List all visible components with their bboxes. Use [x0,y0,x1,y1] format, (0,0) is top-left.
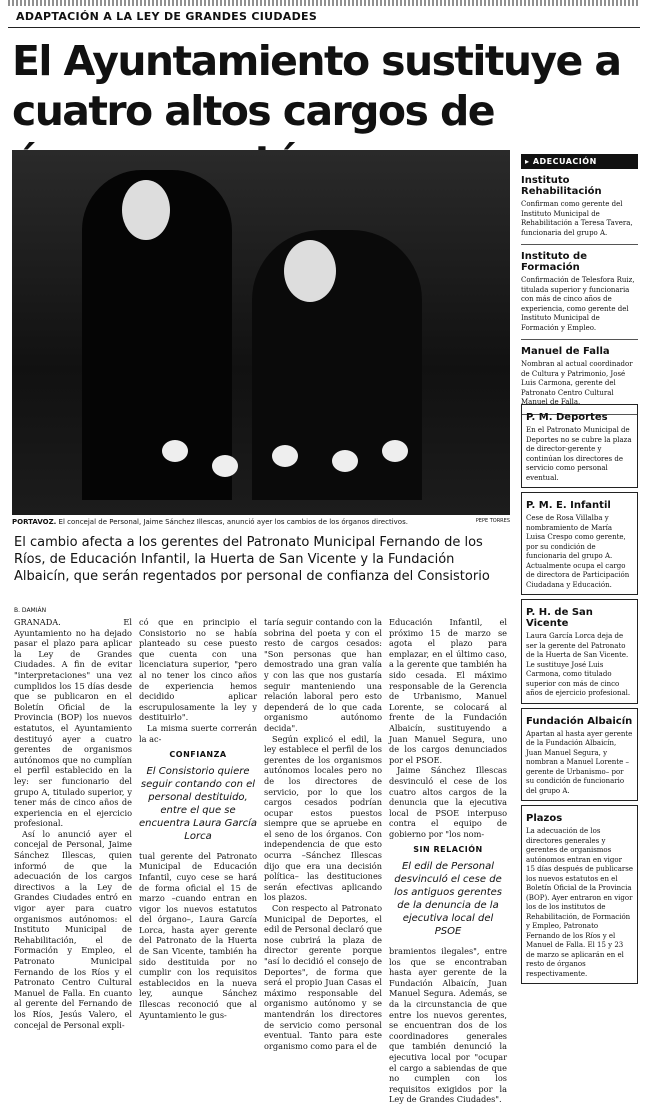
sidebar-box-text: Cese de Rosa Villalba y nombramiento de María Luisa Crespo como gerente, por su condición de funcionaria del grupo A. Actualmente ocupa el cargo de directora de Participación Ciudadana y Educación. [526,514,630,589]
paragraph: bramientos ilegales", entre los que se encontraban hasta ayer gerente de la Fundación Albaicín, Juan Manuel Segura. Además, se da la circunstancia de que entre los nuevos gerentes, se encuentran dos de los coordinadores generales que también denunció la ejecutiva local por "ocupar el cargo a sabiendas de que no cumplen con los requisitos exigidos por la Ley de Grandes Ciudades". [389,946,507,1105]
sidebar-box-text: Apartan al hasta ayer gerente de la Fundación Albaicín, Juan Manuel Segura, y nombran a Manuel Lorente –gerente de Urbanismo– por su condición de funcionario del grupo A. [526,729,633,795]
photo-credit: PEPE TORRES [475,518,510,524]
sidebar-item [521,245,638,340]
headline: El Ayuntamiento sustituye a cuatro altos cargos de [12,37,621,135]
article-column-3 [264,617,382,1051]
paragraph: tual gerente del Patronato Municipal de Educación Infantil, cuyo cese se hará de forma oficial el 15 de marzo –cuando entran en vigor los nuevos estatutos del órgano–, Laura García Lorca, hasta ayer gerente del Patronato de la Huerta de San Vicente, también ha sido destituida por no cumplir con los requisitos establecidos en la nueva ley, aunque Sánchez Illescas reconoció que al Ayuntamiento le gus- [139,850,257,1020]
article-column-4 [389,617,507,1105]
sidebar-tag-label: ADECUACIÓN [532,157,597,166]
sidebar-box-title: Plazos [526,813,563,824]
top-rule [8,0,640,6]
sidebar-box-text: Laura García Lorca deja de ser la gerente del Patronato de la Huerta de San Vicente. Le sustituye José Luis Carmona, como titulado superior con más de cinco años de ejercicio profesional. [526,632,631,697]
paragraph: Educación Infantil, el próximo 15 de marzo se agota el plazo para emplazar, en el último caso, a la gerente que también ha sido cesada. El máximo responsable de la Gerencia de Urbanismo, Manuel Lorente, se colocará al frente de la Fundación Albaicín, sustituyendo a Juan Manuel Segura, uno de los cargos denunciados por el PSOE. [389,617,507,765]
microphone-icon [272,445,298,467]
sidebar-item-title: Manuel de Falla [521,346,610,357]
press-photo [12,150,510,515]
pullquote-title: SIN RELACIÓN [413,845,483,855]
sidebar-item-text: Confirman como gerente del Instituto Municipal de Rehabilitación a Teresa Tavera, funcionaria del grupo A. [521,200,633,237]
sidebar-item-title: Instituto Rehabilitación [521,175,602,197]
sidebar-box [521,708,638,802]
byline: B. DAMIÁN [14,607,47,614]
pullquote-title: CONFIANZA [169,750,227,760]
sidebar-item-text: Nombran al actual coordinador de Cultura y Patrimonio, José Luis Carmona, gerente del Patronato Centro Cultural Manuel de Falla. [521,360,633,406]
pullquote-text: El Consistorio quiere seguir contando con el personal destituido, entre el que se encuentra Laura García Lorca [139,765,258,842]
person-left-head [122,180,170,240]
paragraph: có que en principio el Consistorio no se había planteado su cese puesto que cuenta con una licenciatura superior, "pero al no tener los cinco años de experiencia hemos decidido aplicar escrupulosamente la ley y destituirlo". [139,617,257,723]
section-rubric: ADAPTACIÓN A LA LEY DE GRANDES CIUDADES [16,10,318,23]
sidebar-item-title: Instituto de Formación [521,251,587,273]
paragraph: Así lo anunció ayer el concejal de Personal, Jaime Sánchez Illescas, quien informó de que la adecuación de los cargos directivos a la Ley de Grandes Ciudades entró en vigor ayer para cuatro organismos autónomos: el Instituto Municipal de Rehabilitación, el de Formación y Empleo, el Patronato Municipal Fernando de los Ríos y el Patronato Centro Cultural Manuel de Falla. En cuanto al gerente del Fernando de los Ríos, Jesús Valero, el concejal de Personal expli- [14,828,132,1030]
paragraph: GRANADA. El Ayuntamiento no ha dejado pasar el plazo para aplicar la Ley de Grandes Ciudades. A fin de evitar "interpretaciones" una vez cumplidos los 15 días desde que se publicaron en el Boletín Oficial de la Provincia (BOP) los nuevos estatutos, el Ayuntamiento destituyó ayer a cuatro gerentes de organismos autónomos que no cumplían el perfil establecido en la ley: ser funcionario del grupo A, titulado superior, y tener más de cinco años de experiencia en el ejercicio profesional. [14,617,132,829]
sidebar-box-title: Fundación Albaicín [526,715,633,727]
sidebar-box-title: P. H. de San Vicente [526,607,593,629]
sidebar-box [521,599,638,704]
microphone-icon [162,440,188,462]
sidebar-adecuacion [521,154,638,415]
pullquote-text: El edil de Personal desvinculó el cese de los antiguos gerentes de la denuncia de la ejecutiva local del PSOE [393,861,503,938]
caption-text: El concejal de Personal, Jaime Sánchez Illescas, anunció ayer los cambios de los órganos directivos. [58,518,408,526]
paragraph: Con respecto al Patronato Municipal de Deportes, el edil de Personal declaró que nose cubrirá la plaza de director gerente porque "así lo decidió el consejo de Deportes", de forma que será el propio Juan Casas el máximo responsable del organismo autónomo y se mantendrán los directores de servicio como personal eventual. Tanto para este organismo como para el de [264,903,382,1051]
microphone-icon [212,455,238,477]
sidebar-box [521,492,638,595]
rubric-divider [8,27,640,28]
paragraph: Jaime Sánchez Illescas desvinculó el cese de los cuatro altos cargos de la denuncia que la ejecutiva local de PSOE interpuso contra el equipo de gobierno por "los nom- [389,765,507,839]
sidebar-boxes [521,400,638,984]
photo-caption [12,518,510,526]
paragraph: taría seguir contando con la sobrina del poeta y con el resto de cargos cesados: "Son personas que han demostrado una gran valía y con las que nos gustaría seguir manteniendo una relación laboral pero esto dependerá de lo que cada organismo autónomo decida". [264,617,382,733]
paragraph: Según explicó el edil, la ley establece el perfil de los gerentes de los organismos autónomos locales pero no de los directores de servicio, por lo que los cargos cesados podrían ocupar estos puestos siempre que se apruebe en el seno de los órganos. Con independencia de que esto ocurra –Sánchez Illescas dijo que era una decisión política– las destituciones serán efectivas aplicando los plazos. [264,733,382,903]
subheadline: El cambio afecta a los gerentes del Patronato Municipal Fernando de los Ríos, de Educación Infantil, la Huerta de San Vicente y la Fundación Albaicín, que serán regentados por personal de confianza del Consistorio [14,535,490,584]
sidebar-box-title: P. M. Deportes [526,412,608,423]
sidebar-item-text: Confirmación de Telesfora Ruiz, titulada superior y funcionaria con más de cinco años de experiencia, como gerente del Instituto Municipal de Formación y Empleo. [521,276,635,332]
sidebar-box [521,805,638,984]
article-column-2 [139,617,257,1020]
sidebar-box-title: P. M. E. Infantil [526,500,611,511]
microphone-icon [382,440,408,462]
caption-label: PORTAVOZ. [12,518,57,526]
microphone-icon [332,450,358,472]
sidebar-box-text: En el Patronato Municipal de Deportes no se cubre la plaza de director-gerente y continúan los directores de servicio como personal eventual. [526,426,632,482]
sidebar-item [521,169,638,245]
sidebar-box-text: La adecuación de los directores generales y gerentes de organismos autónomos entran en vigor 15 días después de publicarse los nuevos estatutos en el Boletín Oficial de la Provincia (BOP). Ayer entraron en vigor los de los institutos de Rehabilitación, de Formación y Empleo, Patronato Fernando de los Ríos y el Manuel de Falla. El 15 y 23 de marzo se aplicarán en el resto de órganos respectivamente. [526,827,633,978]
sidebar-tag: ▸ ADECUACIÓN [521,154,638,169]
sidebar-box [521,404,638,488]
article-column-1 [14,617,132,1030]
paragraph: La misma suerte correrán la ac- [139,722,257,744]
person-right-head [284,240,336,302]
